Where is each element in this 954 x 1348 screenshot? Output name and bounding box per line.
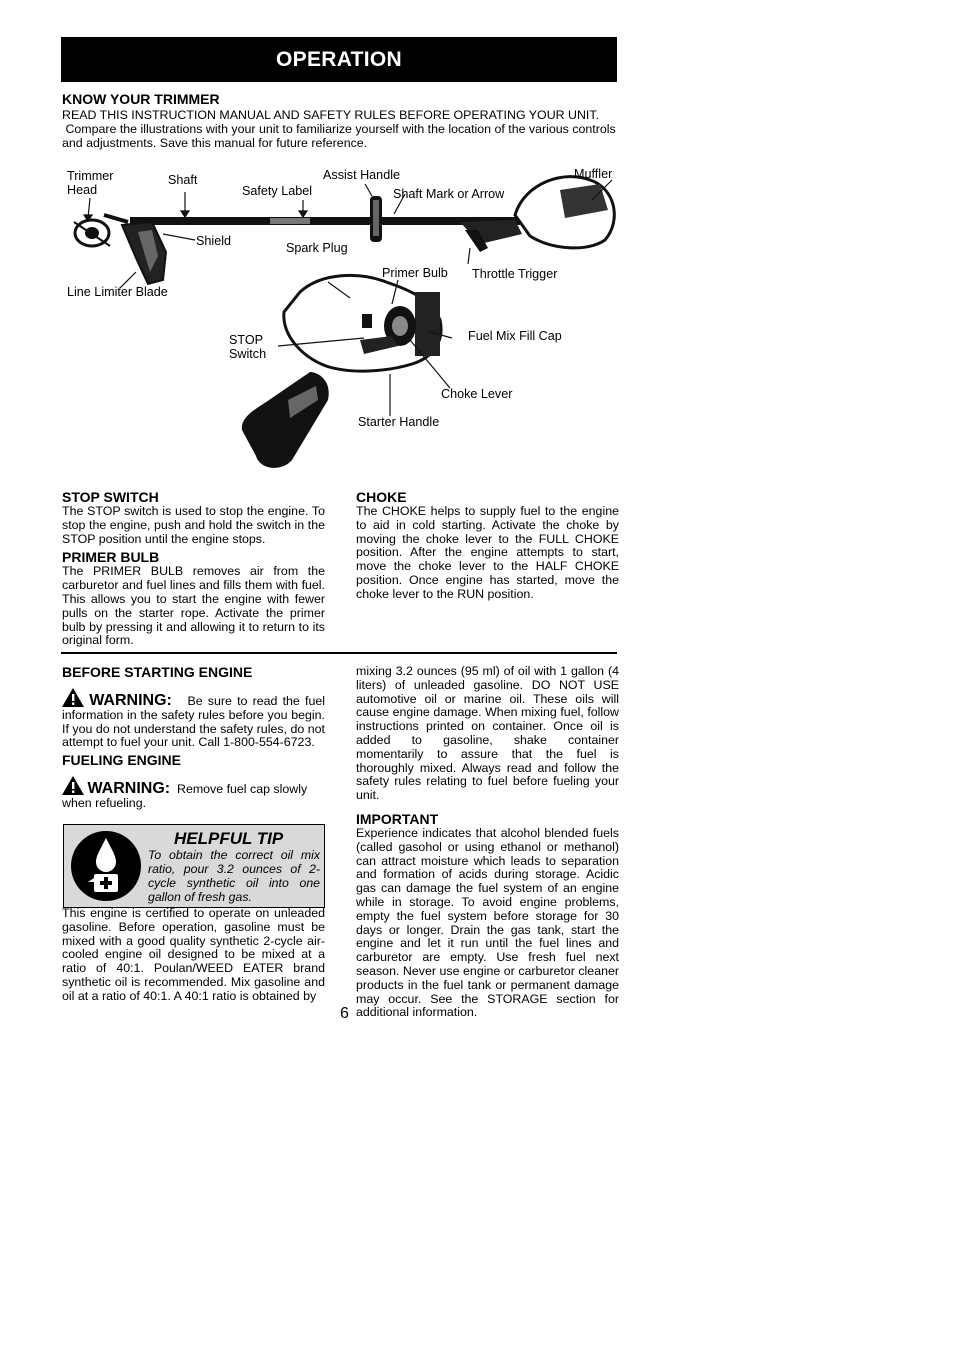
choke-heading: CHOKE xyxy=(356,489,407,505)
before-starting-text: Be sure to read the fuel information in the safety rules before you begin. If you do not understand the safety rules, do not attempt to fuel your unit. Call 1-800-554-6723. xyxy=(62,694,325,750)
warning-label: WARNING: xyxy=(87,780,171,798)
fuel-text: This engine is certified to operate on unleaded gasoline. Before operation, gasoline must be mixed with a good quality synthetic 2-cycle air-cooled engine oil designed to be mixed at a ratio of 40:1. Poulan/WEED EATER brand synthetic oil is recommended. Mix gasoline and oil at a ratio of 40:1. A 40:1 ratio is obtained by xyxy=(62,906,325,1003)
know-text-line1: READ THIS INSTRUCTION MANUAL AND SAFETY RULES BEFORE OPERATING YOUR UNIT. xyxy=(62,108,600,122)
before-starting-column xyxy=(62,664,325,811)
know-text-line3: and adjustments. Save this manual for future reference. xyxy=(62,135,368,150)
label-shaft-mark: Shaft Mark or Arrow xyxy=(393,187,505,201)
label-line-limiter: Line Limiter Blade xyxy=(67,285,168,299)
mixing-column xyxy=(356,665,619,1020)
label-stop-line2: Switch xyxy=(229,347,267,361)
fueling-warning xyxy=(62,776,325,811)
fuel-drop-icon xyxy=(70,830,142,902)
label-stop-line1: STOP xyxy=(229,333,264,347)
warning-triangle-icon xyxy=(62,688,84,707)
section-divider xyxy=(61,652,617,654)
fuel-info-paragraph xyxy=(62,907,325,1004)
trimmer-diagram xyxy=(60,160,620,480)
important-text: Experience indicates that alcohol blended fuels (called gasohol or using ethanol or methanol) can attract moisture which leads to separation and formation of acids during storage. Acidic gas can damage the fuel system of an engine while in storage. To avoid engine problems, empty the fuel system before storage for 30 days or longer. Drain the gas tank, start the engine and let it run until the fuel lines and carburetor are empty. Use fresh fuel next season. Never use engine or carburetor cleaner products in the fuel tank or permanent damage may occur. See the STORAGE section for additional information. xyxy=(356,825,619,1020)
know-heading: KNOW YOUR TRIMMER xyxy=(62,91,220,107)
fueling-text: Remove fuel cap slowly when refueling. xyxy=(62,782,308,810)
choke-column xyxy=(356,489,619,602)
label-fuel-cap: Fuel Mix Fill Cap xyxy=(468,329,562,343)
warning-triangle-icon xyxy=(62,776,84,795)
stop-switch-text: The STOP switch is used to stop the engine. To stop the engine, push and hold the switch in the STOP position until the engine stops. xyxy=(62,504,325,546)
know-text-line2: Compare the illustrations with your unit to familiarize yourself with the location of the various controls xyxy=(62,121,616,136)
label-trimmer-head-line1: Trimmer xyxy=(67,169,114,183)
section-banner: OPERATION xyxy=(61,37,617,82)
label-muffler: Muffler xyxy=(574,167,613,181)
know-your-trimmer-section xyxy=(62,91,622,150)
label-starter-handle: Starter Handle xyxy=(358,415,440,429)
before-starting-heading: BEFORE STARTING ENGINE xyxy=(62,664,253,680)
label-throttle-trigger: Throttle Trigger xyxy=(472,267,558,281)
primer-bulb-heading: PRIMER BULB xyxy=(62,549,160,566)
label-primer-bulb: Primer Bulb xyxy=(382,266,448,280)
before-starting-warning xyxy=(62,688,325,750)
important-heading: IMPORTANT xyxy=(356,810,439,827)
helpful-tip-text: To obtain the correct oil mix ratio, pour 3.2 ounces of 2-cycle synthetic oil into one gallon of fresh gas. xyxy=(148,848,320,904)
choke-text: The CHOKE helps to supply fuel to the engine to aid in cold starting. Activate the choke by moving the choke lever to the FULL CHOKE position. After the engine attempts to start, move the choke lever to the HALF CHOKE position. Once engine has started, move the choke lever to the RUN position. xyxy=(356,504,619,601)
label-spark-plug: Spark Plug xyxy=(286,241,348,255)
helpful-tip-box xyxy=(63,824,325,908)
label-shaft: Shaft xyxy=(168,173,198,187)
label-choke-lever: Choke Lever xyxy=(441,387,513,401)
label-safety-label: Safety Label xyxy=(242,184,313,198)
fueling-heading: FUELING ENGINE xyxy=(62,752,182,769)
page-number: 6 xyxy=(340,1005,349,1022)
engine-closeup-illustration xyxy=(242,275,441,467)
warning-label: WARNING: xyxy=(89,692,172,709)
label-assist-handle: Assist Handle xyxy=(323,168,400,182)
primer-bulb-text: The PRIMER BULB removes air from the carburetor and fuel lines and fills them with fuel. This allows you to start the engine with fewer pulls on the starter rope. Activate the primer bulb by pressing it and allowing it to return to its original form. xyxy=(62,564,325,648)
trimmer-head-illustration xyxy=(74,215,128,246)
mixing-text: mixing 3.2 ounces (95 ml) of oil with 1 gallon (4 liters) of unleaded gasoline. DO NOT USE automotive oil or marine oil. These oils will cause engine damage. When mixing fuel, follow instructions printed on container. Once oil is added to gasoline, shake container momentarily to assure that the fuel is thoroughly mixed. Always read and follow the safety rules relating to fuel before fueling your unit. xyxy=(356,664,619,803)
helpful-tip-title: HELPFUL TIP xyxy=(174,829,284,848)
stop-primer-column xyxy=(62,489,325,648)
label-shield: Shield xyxy=(196,234,232,248)
shaft-illustration xyxy=(130,217,520,225)
label-trimmer-head-line2: Head xyxy=(67,183,98,197)
stop-switch-heading: STOP SWITCH xyxy=(62,489,159,505)
